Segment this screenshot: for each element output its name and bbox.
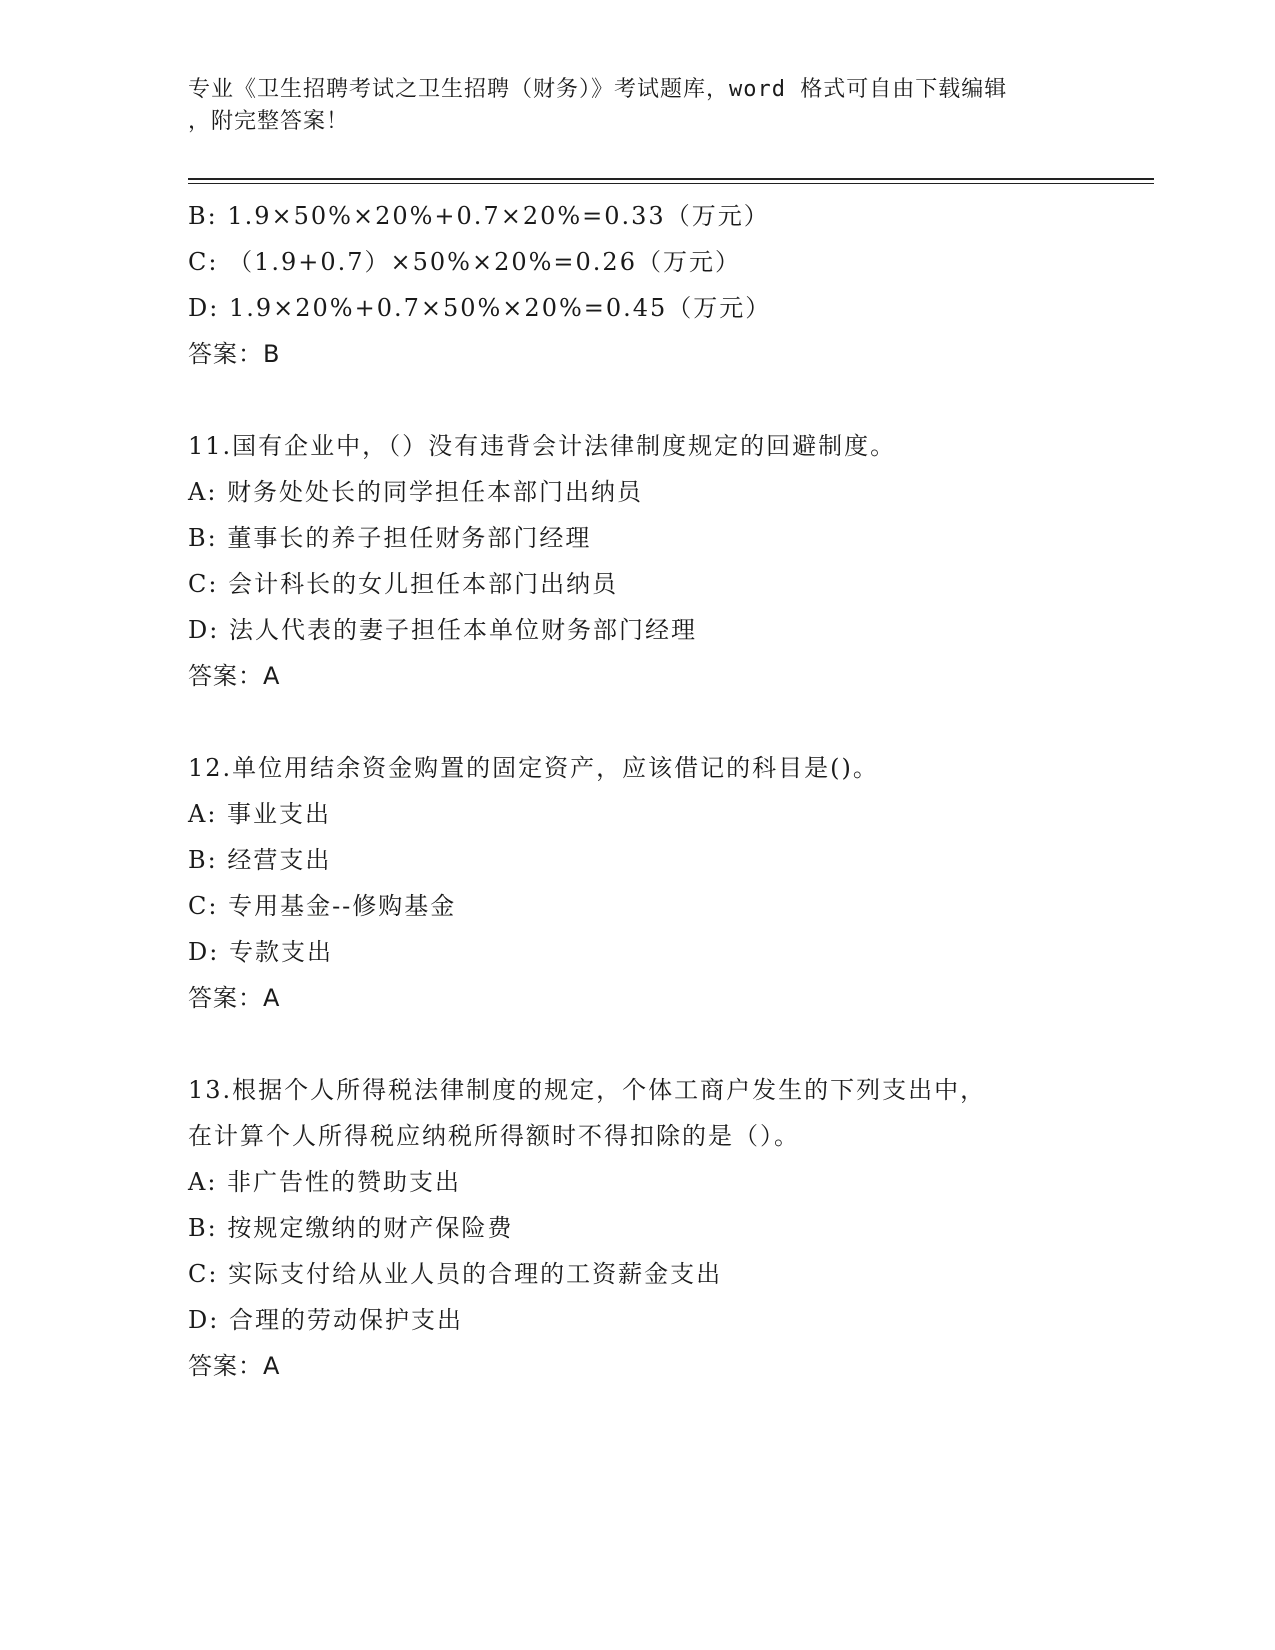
question-block-13 [188, 1067, 1154, 1389]
spacer [188, 1021, 1154, 1067]
header-title-line-1: 专业《卫生招聘考试之卫生招聘（财务）》考试题库，word 格式可自由下载编辑 [188, 77, 1008, 102]
answer-line: 答案：B [188, 340, 281, 368]
option-d: D: 专款支出 [188, 938, 333, 966]
question-block-prev [188, 193, 1154, 377]
spacer [188, 699, 1154, 745]
option-b: B: 按规定缴纳的财产保险费 [188, 1214, 514, 1242]
question-block-12 [188, 745, 1154, 1021]
option-c: C: 专用基金--修购基金 [188, 892, 457, 920]
header-title-line-2: ，附完整答案！ [188, 109, 350, 134]
option-b: B: 董事长的养子担任财务部门经理 [188, 524, 592, 552]
option-d: D: 法人代表的妻子担任本单位财务部门经理 [188, 616, 697, 644]
header-divider-thick [188, 178, 1154, 180]
option-d: D: 1.9×20%+0.7×50%×20%=0.45（万元） [188, 294, 772, 322]
question-list [188, 193, 1154, 1389]
spacer [188, 377, 1154, 423]
question-stem: 12.单位用结余资金购置的固定资产，应该借记的科目是()。 [188, 754, 879, 782]
header-divider-thin [188, 183, 1154, 184]
question-stem: 13.根据个人所得税法律制度的规定，个体工商户发生的下列支出中， [188, 1076, 987, 1104]
option-c: C: 实际支付给从业人员的合理的工资薪金支出 [188, 1260, 723, 1288]
option-c: C: （1.9+0.7）×50%×20%=0.26（万元） [188, 248, 741, 276]
question-stem: 11.国有企业中，（）没有违背会计法律制度规定的回避制度。 [188, 432, 897, 460]
option-b: B: 经营支出 [188, 846, 332, 874]
option-b: B: 1.9×50%×20%+0.7×20%=0.33（万元） [188, 202, 770, 230]
question-stem-continued: 在计算个人所得税应纳税所得额时不得扣除的是（）。 [188, 1122, 800, 1150]
document-header [188, 74, 1068, 138]
option-a: A: 财务处处长的同学担任本部门出纳员 [188, 478, 644, 506]
answer-line: 答案：A [188, 662, 281, 690]
option-a: A: 非广告性的赞助支出 [188, 1168, 462, 1196]
option-d: D: 合理的劳动保护支出 [188, 1306, 463, 1334]
answer-line: 答案：A [188, 1352, 281, 1380]
answer-line: 答案：A [188, 984, 281, 1012]
option-a: A: 事业支出 [188, 800, 332, 828]
option-c: C: 会计科长的女儿担任本部门出纳员 [188, 570, 619, 598]
question-block-11 [188, 423, 1154, 699]
